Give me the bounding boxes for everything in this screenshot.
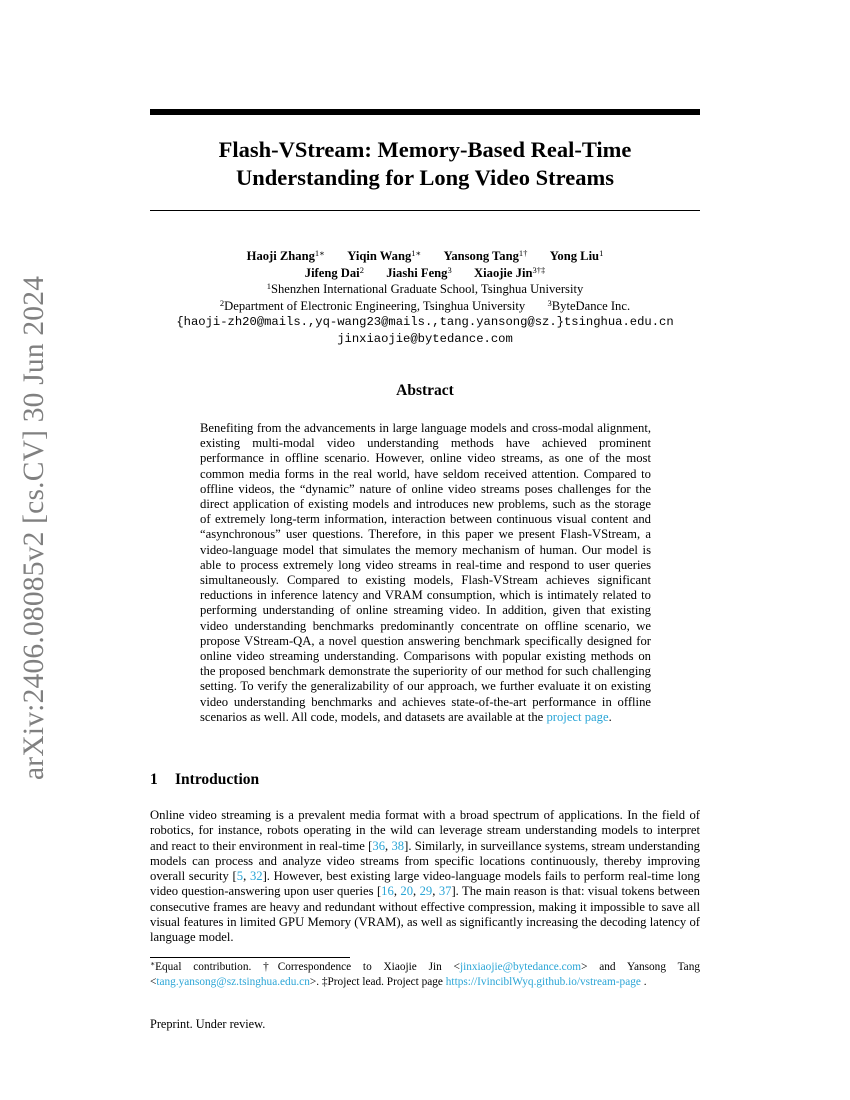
author-name: Yansong Tang	[443, 249, 519, 263]
email-line-2: jinxiaojie@bytedance.com	[337, 331, 513, 346]
section-heading	[150, 771, 259, 789]
author-name: Xiaojie Jin	[474, 265, 533, 280]
author-name: Haoji Zhang	[246, 249, 315, 263]
author-mark: 1	[599, 248, 604, 258]
citation-link[interactable]: 38	[391, 838, 405, 853]
project-url-link[interactable]: https://IvinciblWyq.github.io/vstream-page	[445, 975, 641, 988]
author-mark: 3	[447, 264, 452, 275]
citation-link[interactable]: 32	[249, 869, 263, 884]
email-line-1: {haoji-zh20@mails.,yq-wang23@mails.,tang.yansong@sz.}tsinghua.edu.cn	[176, 315, 674, 329]
project-page-link[interactable]: project page	[546, 709, 609, 724]
title-line-1: Flash-VStream: Memory-Based Real-Time	[218, 137, 632, 162]
citation-link[interactable]: 36	[372, 838, 386, 853]
author-row-1	[150, 248, 700, 265]
author-block	[150, 248, 700, 347]
author-mark: 2	[359, 264, 364, 275]
title-bottom-rule	[150, 210, 700, 211]
footnote: ∗Equal contribution. †Correspondence to Xiaojie Jin <jinxiaojie@bytedance.com> and Yansong Tang <tang.yansong@sz.tsinghua.edu.cn>. ‡Project lead. Project page https://IvinciblWyq.github.io/vstream-page .	[150, 959, 700, 988]
introduction-paragraph: Online video streaming is a prevalent media format with a broad spectrum of applications. In the field of robotics, for instance, robots operating in the wild can leverage stream understanding models to interpret and react to their environment in real-time [36, 38]. Similarly, in surveillance systems, stream understanding models can process and analyze video streams from specific locations continuously, thereby improving overall security [5, 32]. However, best existing large video-language models fails to perform real-time long video question-answering upon user queries [16, 20, 29, 37]. The main reason is that: visual tokens between consecutive frames are heavy and redundant without effective compression, making it impossible to save all visual features in limited GPU Memory (VRAM), as well as significantly increasing the decoding latency of language model.	[150, 808, 701, 945]
abstract-heading: Abstract	[396, 382, 454, 399]
author-mark: 1†	[518, 248, 528, 258]
paper-title	[150, 136, 700, 192]
arxiv-identifier: arXiv:2406.08085v2 [cs.CV] 30 Jun 2024	[18, 275, 50, 780]
author-name: Jifeng Dai	[304, 265, 360, 280]
citation-link[interactable]: 20	[400, 884, 414, 899]
citation-link[interactable]: 29	[419, 884, 433, 899]
citation-link[interactable]: 5	[236, 869, 244, 884]
affiliation-1: $^1$Shenzhen International Graduate School, Tsinghua University	[266, 281, 584, 296]
preprint-notice: Preprint. Under review.	[150, 1017, 266, 1031]
author-name: Yiqin Wang	[347, 249, 412, 263]
author-mark: 3†‡	[532, 264, 546, 275]
citation-link[interactable]: 16	[381, 884, 394, 899]
author-mark: 1∗	[314, 248, 325, 258]
footnote-rule	[150, 957, 350, 958]
citation-link[interactable]: 37	[438, 884, 452, 899]
title-top-rule	[150, 109, 700, 115]
affiliation-2-3: $^2$Department of Electronic Engineering, Tsinghua University $^3$ByteDance Inc.	[219, 297, 631, 313]
email-link[interactable]: jinxiaojie@bytedance.com	[459, 961, 582, 973]
email-link[interactable]: tang.yansong@sz.tsinghua.edu.cn	[156, 975, 310, 988]
title-line-2: Understanding for Long Video Streams	[236, 165, 614, 190]
author-row-2	[150, 265, 700, 282]
section-title: Introduction	[175, 771, 260, 788]
author-name: Yong Liu	[549, 249, 600, 263]
author-name: Jiashi Feng	[386, 265, 448, 280]
abstract-body: Benefiting from the advancements in large language models and cross-modal alignment, existing multi-modal video understanding methods have achieved prominent performance in offline scenario. However, online video streams, as one of the most common media forms in the real world, have seldom received attention. Compared to offline videos, the “dynamic” nature of online video streams poses challenges for the direct application of existing models and introduces new problems, such as the storage of extremely long-term information, interaction between continuous visual content and “asynchronous” user questions. Therefore, in this paper we present Flash-VStream, a video-language model that simulates the memory mechanism of human. Our model is able to process extremely long video streams in real-time and respond to user queries simultaneously. Compared to existing models, Flash-VStream achieves significant reductions in inference latency and VRAM consumption, which is intimately related to performing understanding of online streaming video. In addition, given that existing video understanding benchmarks predominantly concentrate on offline scenario, we propose VStream-QA, a novel question answering benchmark specifically designed for online video streaming understanding. Comparisons with popular existing methods on the proposed benchmark demonstrate the superiority of our method for such challenging setting. To verify the generalizability of our approach, we further evaluate it on existing video understanding benchmarks and achieves state-of-the-art performance in offline scenarios as well. All code, models, and datasets are available at the project page.	[200, 421, 651, 724]
section-number: 1	[150, 771, 158, 788]
author-mark: 1∗	[411, 248, 422, 258]
